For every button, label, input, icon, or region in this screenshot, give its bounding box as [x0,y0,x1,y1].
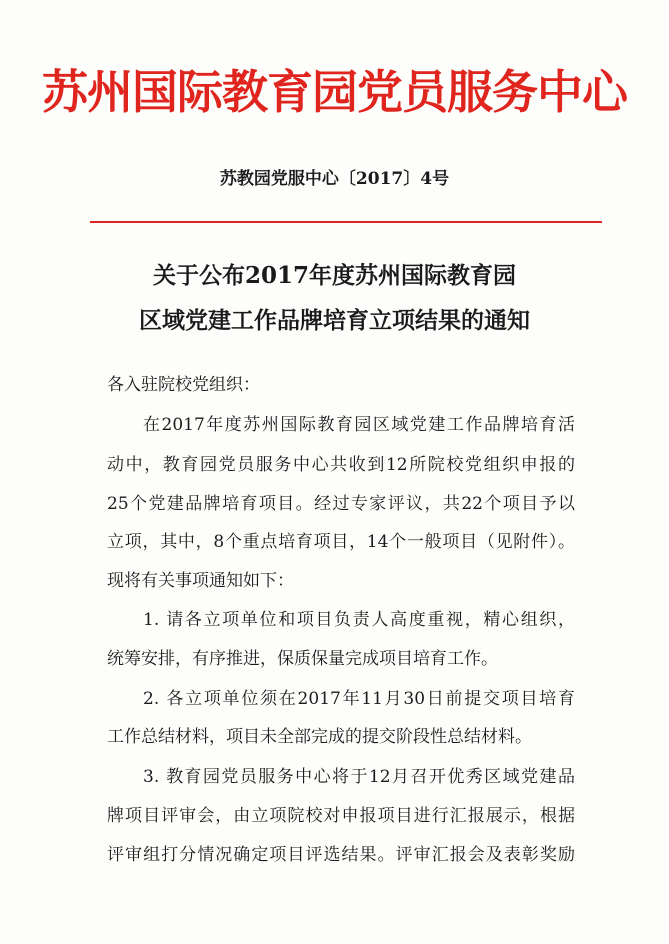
notice-title-line-1: 关于公布2017年度苏州国际教育园 [152,262,516,289]
issuing-organization-title: 苏州国际教育园党员服务中心 [42,65,627,119]
body-line: 25个党建品牌培育项目。经过专家评议，共22个项目予以 [107,494,575,514]
item-1-line: 统筹安排，有序推进，保质保量完成项目培育工作。 [107,649,498,669]
red-divider-line [90,221,602,223]
notice-title-line-2: 区域党建工作品牌培育立项结果的通知 [139,307,530,334]
item-3-line: 3. 教育园党员服务中心将于12月召开优秀区域党建品 [143,767,575,787]
document-number: 苏教园党服中心〔2017〕4号 [219,169,450,189]
body-line: 立项，其中，8个重点培育项目，14个一般项目（见附件）。 [107,532,575,552]
item-2-line: 2. 各立项单位须在2017年11月30日前提交项目培育 [143,689,575,709]
body-line: 在2017年度苏州国际教育园区域党建工作品牌培育活 [143,415,575,435]
item-3-line: 牌项目评审会，由立项院校对申报项目进行汇报展示，根据 [107,806,575,826]
item-2-line: 工作总结材料，项目未全部完成的提交阶段性总结材料。 [107,727,532,747]
salutation: 各入驻院校党组织： [107,375,260,395]
body-line: 现将有关事项通知如下： [107,571,294,591]
item-1-line: 1. 请各立项单位和项目负责人高度重视，精心组织， [143,610,575,630]
body-line: 动中，教育园党员服务中心共收到12所院校党组织申报的 [107,455,575,475]
item-3-line: 评审组打分情况确定项目评选结果。评审汇报会及表彰奖励 [107,845,575,865]
